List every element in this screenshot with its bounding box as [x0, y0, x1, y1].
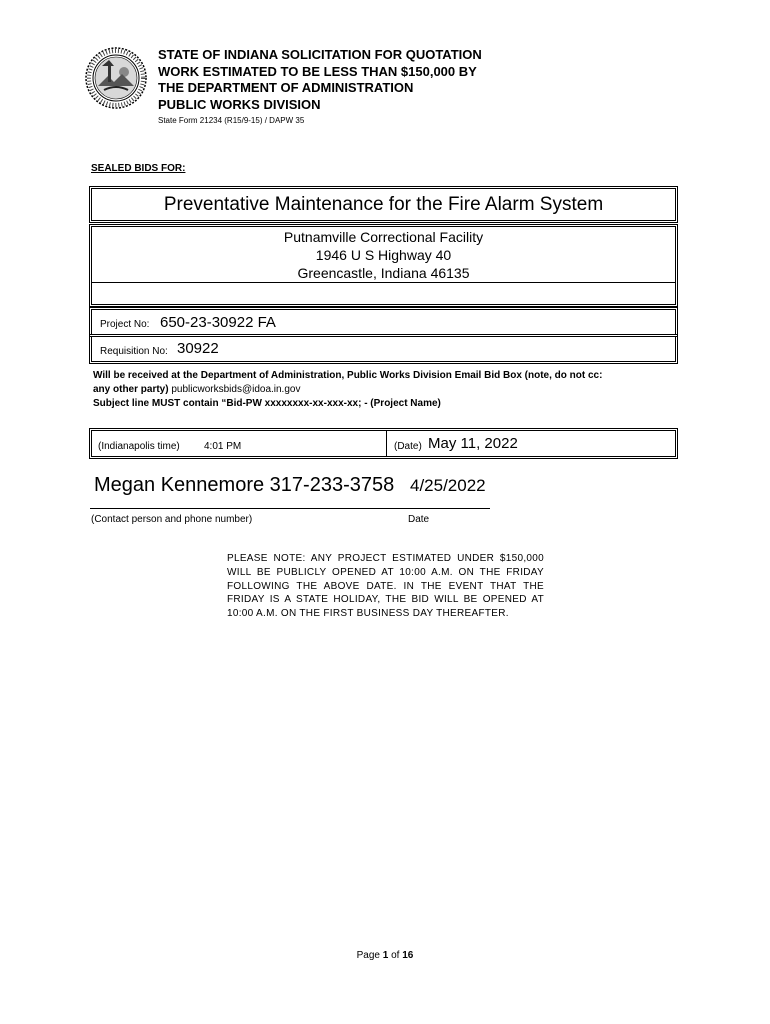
page-total: 16	[402, 950, 414, 961]
header-line-3: THE DEPARTMENT OF ADMINISTRATION	[158, 80, 414, 95]
sealed-bids-label: SEALED BIDS FOR:	[91, 163, 186, 174]
project-number-label: Project No:	[100, 319, 150, 330]
notice-line-1: Will be received at the Department of Administration, Public Works Division Email Bid Box (note, do not cc:	[93, 370, 603, 381]
notice-line-2: any other party)	[93, 384, 169, 395]
page-word: Page	[356, 950, 380, 961]
street-address: 1946 U S Highway 40	[315, 247, 452, 263]
page-current: 1	[382, 950, 389, 961]
contact-name-phone: Megan Kennemore 317-233-3758	[94, 474, 395, 496]
date-caption: Date	[408, 514, 430, 525]
project-number-value: 650-23-30922 FA	[160, 314, 276, 331]
city-state-zip: Greencastle, Indiana 46135	[297, 265, 470, 281]
please-note-text: PLEASE NOTE: ANY PROJECT ESTIMATED UNDER $150,000 WILL BE PUBLICLY OPENED AT 10:00 A.M. ON THE FRIDAY FOLLOWING THE ABOVE DATE. IN THE EVENT THAT THE FRIDAY IS A STATE HOLIDAY, THE BID WILL BE OPENED AT 10:00 A.M. ON THE FIRST BUSINESS DAY THEREAFTER.	[227, 553, 544, 620]
date-value: May 11, 2022	[428, 435, 518, 452]
time-label: (Indianapolis time)	[98, 441, 180, 452]
deadline-divider	[386, 431, 387, 456]
address-box	[89, 224, 678, 307]
form-number: State Form 21234 (R15/9-15) / DAPW 35	[158, 116, 305, 125]
address-divider	[92, 282, 675, 283]
project-number-box	[89, 307, 678, 337]
date-label: (Date)	[394, 441, 422, 452]
bid-email-link[interactable]: publicworksbids@idoa.in.gov	[168, 384, 301, 395]
project-title: Preventative Maintenance for the Fire Alarm System	[163, 194, 604, 215]
contact-date: 4/25/2022	[410, 476, 486, 495]
header-line-2: WORK ESTIMATED TO BE LESS THAN $150,000 BY	[158, 63, 477, 79]
submission-notice	[93, 369, 683, 411]
deadline-box	[89, 428, 678, 459]
state-seal-icon	[84, 46, 148, 110]
facility-name: Putnamville Correctional Facility	[283, 229, 484, 245]
of-word: of	[391, 950, 400, 961]
signature-line	[90, 508, 490, 509]
notice-line-3: Subject line MUST contain “Bid-PW xxxxxxxx-xx-xxx-xx; - (Project Name)	[93, 398, 441, 409]
requisition-number-label: Requisition No:	[100, 346, 168, 357]
header-line-1: STATE OF INDIANA SOLICITATION FOR QUOTATION	[158, 47, 482, 62]
contact-caption: (Contact person and phone number)	[91, 514, 253, 525]
header-line-4: PUBLIC WORKS DIVISION	[158, 96, 321, 112]
document-header	[158, 47, 482, 125]
project-title-box	[89, 186, 678, 223]
time-value: 4:01 PM	[204, 441, 242, 452]
requisition-number-value: 30922	[177, 340, 219, 357]
page-footer	[0, 950, 770, 961]
requisition-number-box	[89, 334, 678, 364]
